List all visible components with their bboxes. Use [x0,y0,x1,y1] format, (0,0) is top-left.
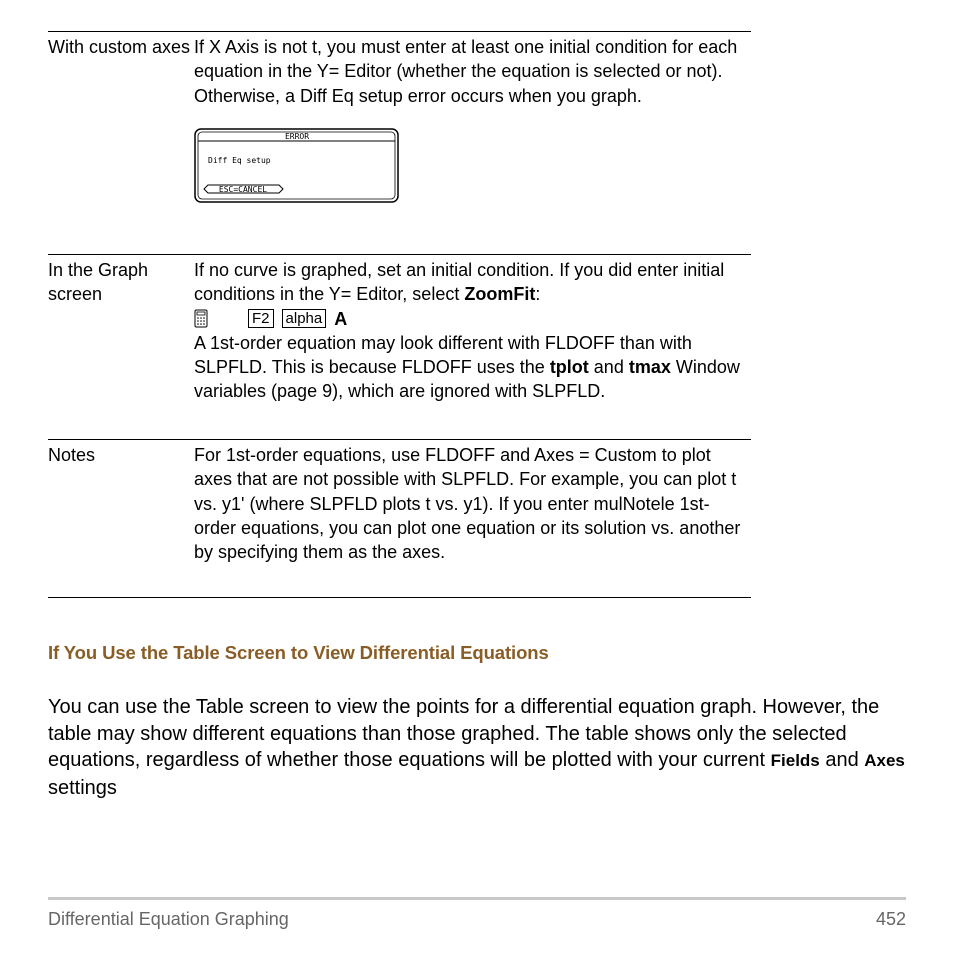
tmax-variable: tmax [628,357,671,378]
table-row [48,439,751,598]
dialog-message: Diff Eq setup [208,155,271,165]
row-label: In the Graph screen [48,260,149,305]
error-dialog-screenshot [194,128,400,204]
fields-setting: Fields [770,751,820,770]
page-number: 452 [875,909,906,929]
alpha-key: alpha [282,309,327,328]
row-label: With custom axes [48,37,191,57]
row-text: If no curve is graphed, set an initial condition. If you did enter initial conditions in the Y= Editor, select ZoomFit: [194,260,725,305]
table-row [48,254,751,439]
footer-divider [48,897,906,900]
axes-setting: Axes [864,751,905,770]
a-key: A [334,308,348,329]
row-label: Notes [48,445,96,465]
keystroke-line [194,307,751,331]
row-content [194,440,751,597]
dialog-button-label: ESC=CANCEL [218,184,268,194]
row-text: If X Axis is not t, you must enter at least one initial condition for each equation in the Y= Editor (whether the equation is selected or not). [194,37,738,82]
footer-title: Differential Equation Graphing [48,909,289,929]
section-heading: If You Use the Table Screen to View Differential Equations [48,642,549,663]
row-content [194,32,751,254]
dialog-title: ERROR [284,131,310,141]
row-content [194,255,751,439]
info-table [48,31,751,598]
table-row [48,31,751,254]
calculator-icon [194,309,208,328]
row-text: For 1st-order equations, use FLDOFF and Axes = Custom to plot axes that are not possible with SLPFLD. For example, you can plot t vs. y1' (where SLPFLD plots t vs. y1). If you enter mulNotele 1st-order equations, you can plot one equation or its solution vs. another by specifying them as the axes. [194,445,741,563]
row-text: Otherwise, a Diff Eq setup error occurs when you graph. [194,85,642,106]
tplot-variable: tplot [549,357,589,378]
row-text: A 1st-order equation may look different with FLDOFF than with SLPFLD. This is because FLDOFF uses the tplot and tmax Window variables (page 9), which are ignored with SLPFLD. [194,332,740,402]
section-paragraph: You can use the Table screen to view the points for a differential equation graph. However, the table may show different equations than those graphed. The table shows only the selected equations, regardless of whether those equations will be plotted with your current Fields and Axes settings [48,696,905,799]
zoomfit-command: ZoomFit [464,284,536,305]
f2-key: F2 [248,309,274,328]
